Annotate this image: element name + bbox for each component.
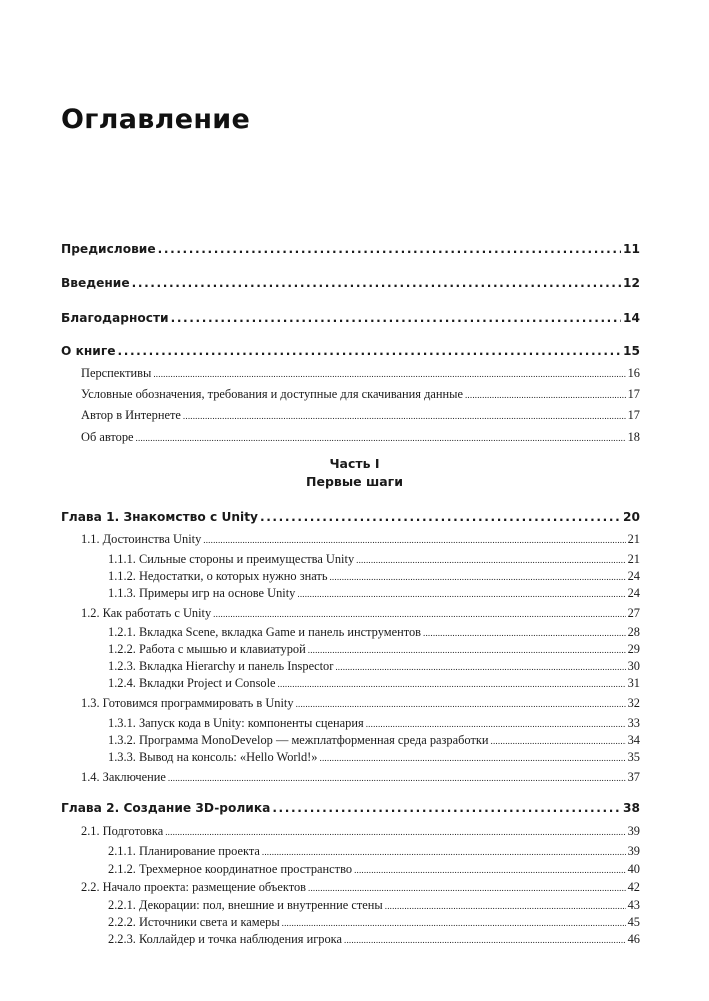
toc-entry-chapter-1[interactable] <box>61 510 640 524</box>
leader-dots <box>423 625 626 640</box>
leader-dots <box>320 750 626 765</box>
toc-page: 18 <box>627 430 640 444</box>
leader-dots <box>260 510 621 524</box>
toc-entry-introduction[interactable] <box>61 276 640 290</box>
toc-entry-section[interactable] <box>81 696 640 711</box>
toc-entry-subsection[interactable] <box>108 569 640 584</box>
leader-dots <box>203 532 625 547</box>
toc-label: О книге <box>61 344 116 358</box>
toc-page: 12 <box>623 276 640 290</box>
leader-dots <box>165 824 625 839</box>
toc-page: 20 <box>623 510 640 524</box>
toc-page: 39 <box>627 844 640 858</box>
toc-page: 39 <box>627 824 640 838</box>
toc-page: 33 <box>627 716 640 730</box>
toc-label: Введение <box>61 276 130 290</box>
toc-label: Автор в Интернете <box>81 408 181 422</box>
toc-entry-section[interactable] <box>81 606 640 621</box>
toc-label: 1.3.1. Запуск кода в Unity: компоненты сценария <box>108 716 364 730</box>
leader-dots <box>366 716 626 731</box>
page-title: Оглавление <box>61 104 251 135</box>
toc-label: Условные обозначения, требования и доступные для скачивания данные <box>81 387 463 401</box>
toc-page: 24 <box>627 586 640 600</box>
toc-entry-subsection[interactable] <box>108 625 640 640</box>
toc-entry-chapter-2[interactable] <box>61 801 640 815</box>
toc-page: 21 <box>627 532 640 546</box>
leader-dots <box>297 586 625 601</box>
toc-label: 1.2.2. Работа с мышью и клавиатурой <box>108 642 306 656</box>
toc-page: 40 <box>627 862 640 876</box>
toc-entry-subsection[interactable] <box>108 915 640 930</box>
leader-dots <box>491 733 626 748</box>
toc-label: 2.1.1. Планирование проекта <box>108 844 260 858</box>
toc-entry-subsection[interactable] <box>108 862 640 877</box>
toc-label: 1.2.3. Вкладка Hierarchy и панель Inspector <box>108 659 334 673</box>
toc-label: Перспективы <box>81 366 152 380</box>
toc-label: 1.3.3. Вывод на консоль: «Hello World!» <box>108 750 318 764</box>
toc-label: Глава 2. Создание 3D-ролика <box>61 801 271 815</box>
toc-label: 2.2.2. Источники света и камеры <box>108 915 280 929</box>
toc-entry-perspectives[interactable] <box>81 366 640 381</box>
leader-dots <box>272 801 621 815</box>
toc-label: 1.2. Как работать с Unity <box>81 606 212 620</box>
leader-dots <box>356 552 625 567</box>
toc-label: 1.1.3. Примеры игр на основе Unity <box>108 586 296 600</box>
leader-dots <box>344 932 626 947</box>
toc-label: Об авторе <box>81 430 134 444</box>
leader-dots <box>385 898 626 913</box>
toc-label: 1.3. Готовимся программировать в Unity <box>81 696 294 710</box>
toc-label: 1.2.1. Вкладка Scene, вкладка Game и панель инструментов <box>108 625 422 639</box>
toc-page: 34 <box>627 733 640 747</box>
leader-dots <box>308 642 626 657</box>
leader-dots <box>262 844 626 859</box>
leader-dots <box>354 862 626 877</box>
toc-label: 1.3.2. Программа MonoDevelop — межплатформенная среда разработки <box>108 733 489 747</box>
leader-dots <box>171 311 621 325</box>
toc-label: 2.1. Подготовка <box>81 824 164 838</box>
leader-dots <box>335 659 625 674</box>
toc-label: 2.2.3. Коллайдер и точка наблюдения игрока <box>108 932 342 946</box>
leader-dots <box>153 366 625 381</box>
toc-entry-conventions[interactable] <box>81 387 640 402</box>
toc-page: 17 <box>627 408 640 422</box>
leader-dots <box>278 676 626 691</box>
leader-dots <box>213 606 625 621</box>
toc-entry-about-author[interactable] <box>81 430 640 445</box>
toc-page: 30 <box>627 659 640 673</box>
toc-page: 24 <box>627 569 640 583</box>
part-name: Первые шаги <box>306 474 403 489</box>
part-heading <box>0 455 709 491</box>
toc-page: 37 <box>627 770 640 784</box>
toc-page: 27 <box>627 606 640 620</box>
toc-page: 38 <box>623 801 640 815</box>
toc-entry-subsection[interactable] <box>108 659 640 674</box>
toc-entry-section[interactable] <box>81 770 640 785</box>
toc-entry-section[interactable] <box>81 880 640 895</box>
toc-label: Предисловие <box>61 242 156 256</box>
toc-entry-subsection[interactable] <box>108 844 640 859</box>
toc-entry-acknowledgments[interactable] <box>61 311 640 325</box>
toc-label: Глава 1. Знакомство с Unity <box>61 510 258 524</box>
toc-page: 42 <box>627 880 640 894</box>
toc-page: 16 <box>627 366 640 380</box>
toc-label: Благодарности <box>61 311 169 325</box>
toc-entry-subsection[interactable] <box>108 586 640 601</box>
toc-page: 28 <box>627 625 640 639</box>
leader-dots <box>465 387 626 402</box>
toc-page: 11 <box>623 242 640 256</box>
toc-entry-subsection[interactable] <box>108 898 640 913</box>
leader-dots <box>308 880 626 895</box>
toc-entry-subsection[interactable] <box>108 733 640 748</box>
part-number: Часть I <box>329 456 380 471</box>
toc-page: 21 <box>627 552 640 566</box>
toc-label: 1.2.4. Вкладки Project и Console <box>108 676 276 690</box>
toc-entry-about-book[interactable] <box>61 344 640 358</box>
toc-page: 35 <box>627 750 640 764</box>
toc-entry-subsection[interactable] <box>108 716 640 731</box>
leader-dots <box>158 242 621 256</box>
toc-page: 32 <box>627 696 640 710</box>
toc-label: 1.1.2. Недостатки, о которых нужно знать <box>108 569 328 583</box>
toc-label: 2.2.1. Декорации: пол, внешние и внутренние стены <box>108 898 383 912</box>
toc-entry-subsection[interactable] <box>108 750 640 765</box>
leader-dots <box>282 915 626 930</box>
toc-label: 1.4. Заключение <box>81 770 166 784</box>
toc-page: 45 <box>627 915 640 929</box>
leader-dots <box>168 770 626 785</box>
toc-entry-section[interactable] <box>81 532 640 547</box>
leader-dots <box>183 408 626 423</box>
toc-page: 29 <box>627 642 640 656</box>
leader-dots <box>136 430 626 445</box>
toc-page: 17 <box>627 387 640 401</box>
toc-entry-subsection[interactable] <box>108 676 640 691</box>
toc-label: 2.2. Начало проекта: размещение объектов <box>81 880 306 894</box>
toc-entry-subsection[interactable] <box>108 932 640 947</box>
toc-entry-author-online[interactable] <box>81 408 640 423</box>
toc-entry-subsection[interactable] <box>108 642 640 657</box>
toc-page: 15 <box>623 344 640 358</box>
toc-page: 14 <box>623 311 640 325</box>
leader-dots <box>329 569 625 584</box>
leader-dots <box>117 344 621 358</box>
toc-page: 46 <box>627 932 640 946</box>
toc-entry-section[interactable] <box>81 824 640 839</box>
leader-dots <box>132 276 621 290</box>
toc-entry-subsection[interactable] <box>108 552 640 567</box>
toc-entry-preface[interactable] <box>61 242 640 256</box>
toc-label: 1.1. Достоинства Unity <box>81 532 202 546</box>
toc-label: 2.1.2. Трехмерное координатное пространство <box>108 862 353 876</box>
leader-dots <box>296 696 626 711</box>
toc-label: 1.1.1. Сильные стороны и преимущества Unity <box>108 552 355 566</box>
toc-page: 31 <box>627 676 640 690</box>
toc-page: 43 <box>627 898 640 912</box>
